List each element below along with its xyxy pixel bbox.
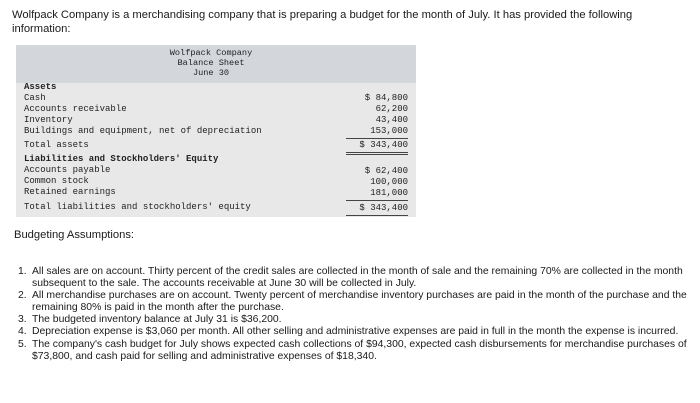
- item-text: The company's cash budget for July shows expected cash collections of $94,300, expected cash disbursements for merchandise purchases of $73,800, and cash paid for selling and administrative expenses of $18,340.: [32, 338, 687, 362]
- asset-label: Buildings and equipment, net of depreciation: [24, 126, 262, 136]
- company-name: Wolfpack Company: [169, 48, 253, 58]
- subtotal-rule: [346, 200, 408, 201]
- liability-amount: $ 62,400: [364, 166, 408, 176]
- asset-label: Inventory: [24, 115, 73, 125]
- statement-title: Balance Sheet: [177, 58, 245, 68]
- asset-amount: $ 84,800: [364, 93, 408, 103]
- item-text: Depreciation expense is $3,060 per month. All other selling and administrative expenses are paid in full in the month the expense is incurred.: [32, 326, 679, 338]
- statement-date: June 30: [192, 68, 230, 78]
- liability-amount: 100,000: [370, 177, 408, 187]
- asset-label: Accounts receivable: [24, 104, 127, 114]
- asset-amount: 62,200: [375, 104, 408, 114]
- item-number: 2.: [18, 290, 27, 302]
- liabilities-heading: Liabilities and Stockholders' Equity: [24, 154, 219, 164]
- total-liabilities-amount: $ 343,400: [359, 203, 408, 213]
- assets-heading: Assets: [24, 82, 57, 92]
- liability-amount: 181,000: [370, 188, 408, 198]
- list-item: [12, 339, 695, 363]
- item-number: 4.: [18, 326, 27, 338]
- item-number: 5.: [18, 338, 27, 350]
- list-item: [12, 326, 695, 338]
- total-double-rule: [346, 154, 408, 155]
- list-item: [12, 266, 695, 290]
- balance-sheet: [16, 45, 416, 217]
- liability-label: Accounts payable: [24, 165, 111, 175]
- budgeting-assumptions-heading: Budgeting Assumptions:: [14, 229, 135, 241]
- item-number: 1.: [18, 266, 27, 277]
- liability-label: Retained earnings: [24, 187, 116, 197]
- item-text: The budgeted inventory balance at July 31 is $36,200.: [32, 314, 282, 326]
- total-rule: [346, 215, 408, 216]
- item-text: All merchandise purchases are on account. Twenty percent of merchandise inventory purchases are paid in the month of the purchase and the remaining 80% is paid in the month after the purchase.: [32, 290, 687, 313]
- asset-amount: 153,000: [370, 126, 408, 136]
- total-rule: [346, 152, 408, 153]
- total-assets-label: Total assets: [24, 140, 89, 150]
- subtotal-rule: [346, 138, 408, 139]
- balance-sheet-header: [16, 45, 416, 83]
- list-item: [12, 290, 695, 314]
- asset-amount: 43,400: [375, 115, 408, 125]
- intro-text: Wolfpack Company is a merchandising company that is preparing a budget for the month of July. It has provided the following information:: [12, 9, 633, 35]
- list-item: [12, 314, 695, 326]
- item-text: All sales are on account. Thirty percent of the credit sales are collected in the month of sale and the remaining 70% are collected in the month subsequent to the sale. The accounts receivable at June 30 will be collected in July.: [32, 266, 683, 289]
- asset-label: Cash: [24, 93, 46, 103]
- total-liabilities-label: Total liabilities and stockholders' equity: [24, 202, 251, 212]
- assumptions-list: [12, 266, 695, 363]
- total-assets-amount: $ 343,400: [359, 140, 408, 150]
- liability-label: Common stock: [24, 176, 89, 186]
- item-number: 3.: [18, 314, 27, 326]
